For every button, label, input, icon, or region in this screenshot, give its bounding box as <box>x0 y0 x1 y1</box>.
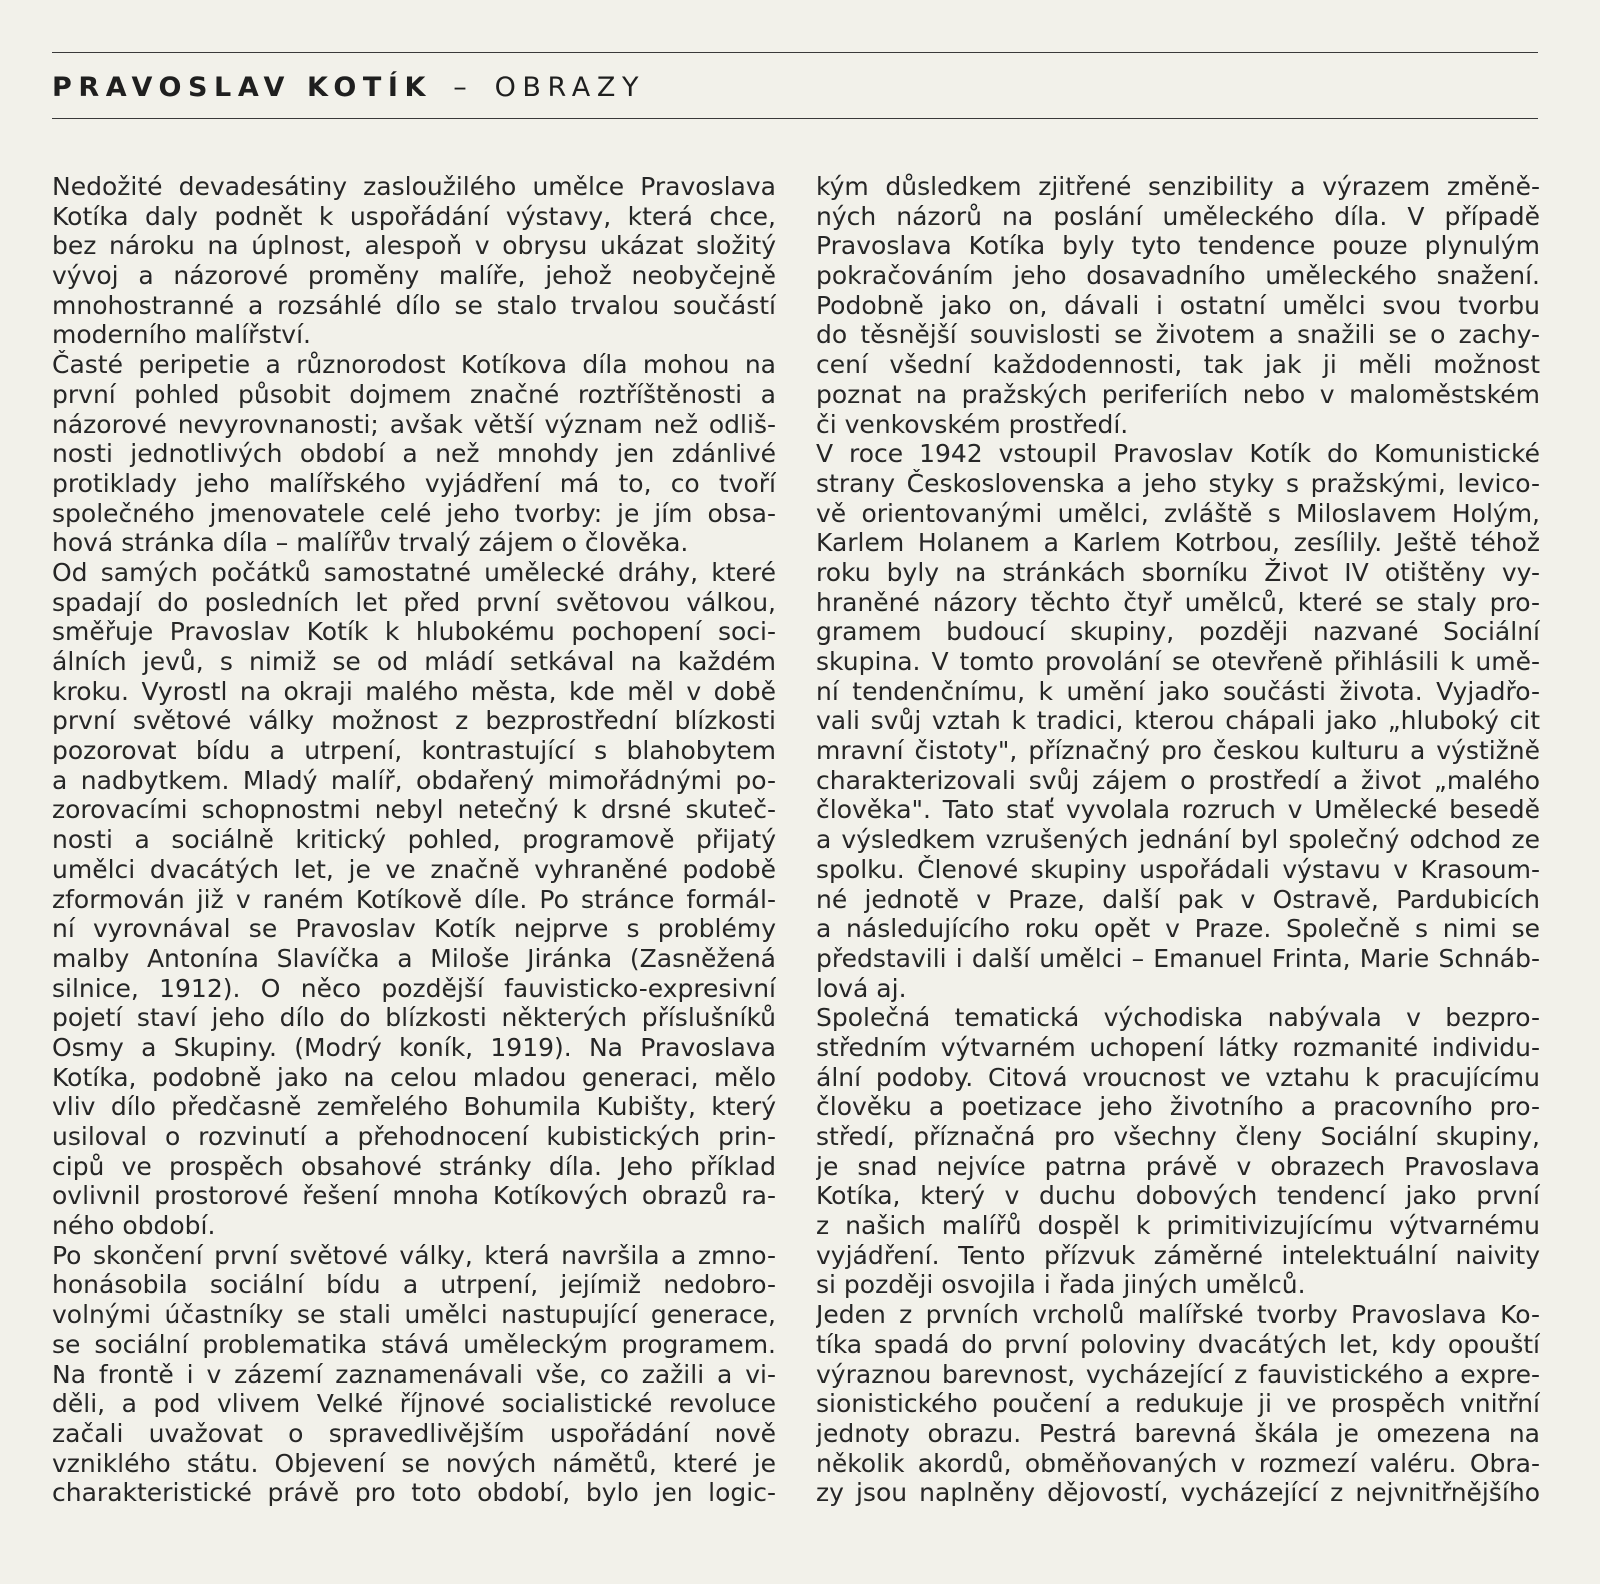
text-line: spadají do posledních let před první světovou válkou, <box>52 587 776 617</box>
text-line: kým důsledkem zjitřené senzibility a výrazem změně- <box>816 172 1540 201</box>
text-line: cipů ve prospěch obsahové stránky díla. Jeho příklad <box>52 1151 776 1181</box>
text-line: ovlivnil prostorové řešení mnoha Kotíkových obrazů ra- <box>52 1181 776 1211</box>
title-subtitle: OBRAZY <box>494 72 646 103</box>
text-column-left <box>52 172 776 1508</box>
text-line: děli, a pod vlivem Velké říjnové socialistické revoluce <box>52 1389 776 1419</box>
text-line: spolku. Členové skupiny uspořádali výstavu v Krasoum- <box>816 854 1540 884</box>
text-line: lová aj. <box>816 973 907 1003</box>
text-line: ální podoby. Citová vroucnost ve vztahu k pracujícímu <box>816 1062 1540 1092</box>
text-line: Od samých počátků samostatné umělecké dráhy, které <box>52 557 776 587</box>
text-line: vliv dílo předčasně zemřelého Bohumila Kubišty, který <box>52 1092 776 1122</box>
text-line: první světové války možnost z bezprostřední blízkosti <box>52 706 776 736</box>
text-line: či venkovském prostředí. <box>816 409 1129 439</box>
text-line: si později osvojila i řada jiných umělců. <box>816 1270 1306 1300</box>
text-line: a následujícího roku opět v Praze. Společně s nimi se <box>816 914 1540 944</box>
text-line: umělci dvacátých let, je ve značně vyhraněné podobě <box>52 854 776 884</box>
text-line: Na frontě i v zázemí zaznamenávali vše, co zažili a vi- <box>52 1359 776 1389</box>
text-line: né jednotě v Praze, další pak v Ostravě, Pardubicích <box>816 884 1540 914</box>
text-line: volnými účastníky se stali umělci nastupující generace, <box>52 1300 776 1330</box>
text-line: vě orientovanými umělci, zvláště s Miloslavem Holým, <box>816 498 1540 528</box>
text-line: člověku a poetizace jeho životního a pracovního pro- <box>816 1092 1540 1122</box>
text-line: poznat na pražských periferiích nebo v maloměstském <box>816 379 1540 409</box>
text-line: středí, příznačná pro všechny členy Sociální skupiny, <box>816 1122 1540 1151</box>
text-line: ní tendenčnímu, k umění jako součásti života. Vyjadřo- <box>816 676 1540 706</box>
text-line: strany Československa a jeho styky s pražskými, levico- <box>816 468 1540 498</box>
text-line: a výsledkem vzrušených jednání byl společný odchod ze <box>816 825 1540 855</box>
text-line: výraznou barevnost, vycházející z fauvistického a expre- <box>816 1359 1540 1389</box>
text-line: cení všední každodennosti, tak jak ji měli možnost <box>816 350 1540 380</box>
text-line: hraněné názory těchto čtyř umělců, které se staly pro- <box>816 587 1540 617</box>
text-line: názorové nevyrovnanosti; avšak větší význam než odliš- <box>52 409 776 439</box>
text-line: hová stránka díla – malířův trvalý zájem o člověka. <box>52 528 689 558</box>
text-line: Osmy a Skupiny. (Modrý koník, 1919). Na Pravoslava <box>52 1032 776 1062</box>
text-line: Pravoslava Kotíka byly tyto tendence pouze plynulým <box>816 231 1540 261</box>
text-line: pokračováním jeho dosavadního uměleckého snažení. <box>816 261 1540 291</box>
text-line: tíka spadá do první poloviny dvacátých let, kdy opouští <box>816 1329 1540 1359</box>
text-line: představili i další umělci – Emanuel Frinta, Marie Schnáb- <box>816 943 1540 973</box>
text-line: charakterizovali svůj zájem o prostředí a život „malého <box>816 765 1540 795</box>
text-line: vali svůj vztah k tradici, kterou chápali jako „hluboký cit <box>816 706 1540 736</box>
text-line: sionistického poučení a redukuje ji ve prospěch vnitřní <box>816 1389 1540 1419</box>
text-line: a nadbytkem. Mladý malíř, obdařený mimořádnými po- <box>52 765 776 795</box>
text-line: Karlem Holanem a Karlem Kotrbou, zesílily. Ještě téhož <box>816 528 1540 558</box>
text-line: jednoty obrazu. Pestrá barevná škála je omezena na <box>816 1418 1540 1448</box>
text-line: moderního malířství. <box>52 320 311 350</box>
text-line: zorovacími schopnostmi nebyl netečný k drsné skuteč- <box>52 795 776 825</box>
text-line: první pohled působit dojmem značné roztříštěnosti a <box>52 379 776 409</box>
text-line: je snad nejvíce patrna právě v obrazech Pravoslava <box>816 1151 1540 1181</box>
text-column-right <box>816 172 1540 1508</box>
text-line: směřuje Pravoslav Kotík k hlubokému pochopení soci- <box>52 617 776 647</box>
text-line: mnohostranné a rozsáhlé dílo se stalo trvalou součástí <box>52 290 776 320</box>
header-rule-bottom <box>52 118 1538 119</box>
text-line: středním výtvarném uchopení látky rozmanité individu- <box>816 1032 1540 1062</box>
text-line: Podobně jako on, dávali i ostatní umělci svou tvorbu <box>816 290 1540 320</box>
text-line: Jeden z prvních vrcholů malířské tvorby Pravoslava Ko- <box>816 1300 1540 1330</box>
text-line: několik akordů, obměňovaných v rozmezí valéru. Obra- <box>816 1448 1540 1478</box>
text-line: nosti jednotlivých období a než mnohdy jen zdánlivé <box>52 439 776 469</box>
text-line: vyjádření. Tento přízvuk záměrné intelektuální naivity <box>816 1240 1540 1270</box>
text-line: usiloval o rozvinutí a přehodnocení kubistických prin- <box>52 1122 776 1151</box>
text-line: roku byly na stránkách sborníku Život IV otištěny vy- <box>816 557 1540 587</box>
text-line: Po skončení první světové války, která navršila a zmno- <box>52 1240 776 1270</box>
title-author: PRAVOSLAV KOTÍK <box>52 72 433 103</box>
text-line: gramem budoucí skupiny, později nazvané Sociální <box>816 617 1540 647</box>
text-line: skupina. V tomto provolání se otevřeně přihlásili k umě- <box>816 647 1540 676</box>
text-line: malby Antonína Slavíčka a Miloše Jiránka (Zasněžená <box>52 943 776 973</box>
text-line: Kotíka, který v duchu dobových tendencí jako první <box>816 1181 1540 1211</box>
text-line: zformován již v raném Kotíkově díle. Po stránce formál- <box>52 884 776 914</box>
text-line: ní vyrovnával se Pravoslav Kotík nejprve s problémy <box>52 914 776 944</box>
text-line: pozorovat bídu a utrpení, kontrastující s blahobytem <box>52 736 776 766</box>
text-line: Společná tematická východiska nabývala v bezpro- <box>816 1003 1540 1033</box>
text-line: Kotíka, podobně jako na celou mladou generaci, mělo <box>52 1062 776 1092</box>
text-line: Nedožité devadesátiny zasloužilého umělce Pravoslava <box>52 172 776 201</box>
text-line: vzniklého státu. Objevení se nových námětů, které je <box>52 1448 776 1478</box>
text-line: člověka". Tato stať vyvolala rozruch v Umělecké besedě <box>816 795 1540 825</box>
text-line: V roce 1942 vstoupil Pravoslav Kotík do Komunistické <box>816 439 1540 469</box>
text-line: protiklady jeho malířského vyjádření má to, co tvoří <box>52 468 776 498</box>
text-line: kroku. Vyrostl na okraji malého města, kde měl v době <box>52 676 776 706</box>
text-line: zy jsou naplněny dějovostí, vycházející z nejvnitřnějšího <box>816 1478 1540 1508</box>
text-line: z našich malířů dospěl k primitivizujícímu výtvarnému <box>816 1211 1540 1241</box>
text-line: ného období. <box>52 1211 216 1241</box>
text-line: vývoj a názorové proměny malíře, jehož neobyčejně <box>52 261 776 291</box>
text-line: álních jevů, s nimiž se od mládí setkával na každém <box>52 647 776 676</box>
text-line: pojetí staví jeho dílo do blízkosti některých příslušníků <box>52 1003 776 1033</box>
text-line: začali uvažovat o spravedlivějším uspořádání nově <box>52 1418 776 1448</box>
text-line: charakteristické právě pro toto období, bylo jen logic- <box>52 1478 776 1508</box>
text-line: silnice, 1912). O něco pozdější fauvisticko-expresivní <box>52 973 776 1003</box>
title-separator: – <box>453 72 474 103</box>
text-line: mravní čistoty", příznačný pro českou kulturu a výstižně <box>816 736 1540 766</box>
text-line: Kotíka daly podnět k uspořádání výstavy, která chce, <box>52 201 776 231</box>
text-line: nosti a sociálně kritický pohled, programově přijatý <box>52 825 776 855</box>
header-rule-top <box>52 52 1538 53</box>
text-line: do těsnější souvislosti se životem a snažili se o zachy- <box>816 320 1540 350</box>
text-line: se sociální problematika stává uměleckým programem. <box>52 1329 776 1359</box>
page-title <box>52 72 645 103</box>
text-line: Časté peripetie a různorodost Kotíkova díla mohou na <box>52 350 776 380</box>
text-line: bez nároku na úplnost, alespoň v obrysu ukázat složitý <box>52 231 776 261</box>
text-line: společného jmenovatele celé jeho tvorby: je jím obsa- <box>52 498 776 528</box>
text-line: ných názorů na poslání uměleckého díla. V případě <box>816 201 1540 231</box>
text-line: honásobila sociální bídu a utrpení, jejímiž nedobro- <box>52 1270 776 1300</box>
